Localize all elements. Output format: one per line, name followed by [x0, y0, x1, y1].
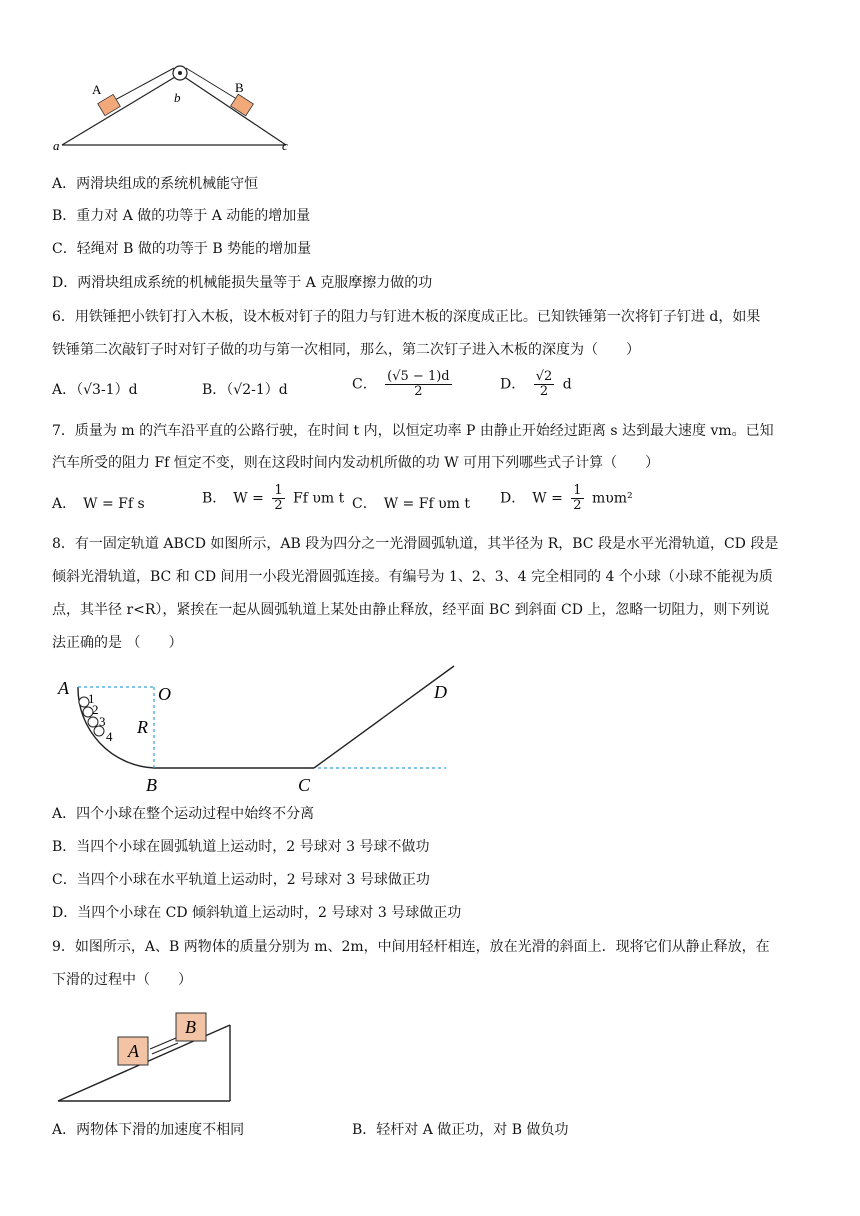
q5-option-a: A．两滑块组成的系统机械能守恒: [52, 176, 259, 192]
label-a: a: [53, 138, 60, 153]
q8-stem-line1: 8．有一固定轨道 ABCD 如图所示，AB 段为四分之一光滑圆弧轨道，其半径为 R，BC 段是水平光滑轨道，CD 段是: [52, 536, 779, 552]
q6-option-c-num: (√5 − 1)d: [387, 369, 450, 384]
q9-option-a: A．两物体下滑的加速度不相同: [52, 1122, 245, 1138]
q9-option-b: B．轻杆对 A 做正功，对 B 做负功: [352, 1122, 569, 1138]
q7-option-b-tail: Ff υm t: [293, 490, 345, 507]
q6-option-c: [352, 370, 456, 399]
q6-option-c-den: 2: [414, 384, 423, 399]
q6-option-c-label: C．: [352, 376, 377, 393]
figure-q9-incline: [50, 1005, 240, 1105]
label-D: D: [434, 682, 447, 702]
q6-option-b: B．（√2-1）d: [202, 382, 288, 398]
q6-option-d-den: 2: [539, 384, 549, 399]
q7-option-b-fraction: [272, 484, 284, 513]
q7-option-b-label: B． W =: [202, 490, 264, 507]
figure-q8-track: [50, 660, 460, 800]
q5-option-b: B．重力对 A 做的功等于 A 动能的增加量: [52, 208, 311, 224]
ball-label-3: 3: [99, 714, 106, 729]
q8-stem-line3: 点，其半径 r<R），紧挨在一起从圆弧轨道上某处由静止释放，经平面 BC 到斜面 CD 上，忽略一切阻力，则下列说: [52, 602, 770, 618]
q7-option-b: [202, 484, 344, 513]
ball-label-4: 4: [106, 729, 113, 744]
q8-stem-line2: 倾斜光滑轨道，BC 和 CD 间用一小段光滑圆弧连接。有编号为 1、2、3、4 完全相同的 4 个小球（小球不能视为质: [52, 569, 773, 585]
q7-option-b-den: 2: [274, 498, 283, 513]
q6-option-d-tail: d: [562, 376, 572, 393]
q6-option-d: [500, 370, 572, 399]
q7-option-d-tail: mυm²: [591, 490, 633, 507]
q7-option-a: A． W = Ff s: [52, 496, 145, 512]
q8-option-a: A．四个小球在整个运动过程中始终不分离: [52, 806, 315, 822]
label-A: A: [128, 1041, 139, 1061]
q7-option-b-num: 1: [274, 483, 283, 498]
q7-option-d: [500, 484, 633, 513]
label-B: B: [185, 1017, 196, 1037]
q7-stem-line1: 7．质量为 m 的汽车沿平直的公路行驶，在时间 t 内，以恒定功率 P 由静止开始经过距离 s 达到最大速度 vm。已知: [52, 423, 774, 439]
q6-stem-line1: 6．用铁锤把小铁钉打入木板，设木板对钉子的阻力与钉进木板的深度成正比。已知铁锤第一次将钉子钉进 d，如果: [52, 309, 761, 325]
label-b: b: [174, 90, 181, 105]
figure-q5-pulley: [50, 60, 300, 160]
q6-option-d-num: √2: [535, 369, 553, 384]
q5-option-c: C．轻绳对 B 做的功等于 B 势能的增加量: [52, 241, 312, 257]
q5-option-d: D．两滑块组成系统的机械能损失量等于 A 克服摩擦力做的功: [52, 275, 433, 291]
q8-stem-line4: 法正确的是 （ ）: [52, 635, 183, 651]
q6-option-d-fraction: [534, 370, 555, 399]
q6-option-d-label: D．: [500, 376, 526, 393]
label-C: C: [298, 775, 311, 795]
label-c: c: [282, 138, 288, 153]
q8-option-b: B．当四个小球在圆弧轨道上运动时，2 号球对 3 号球不做功: [52, 839, 430, 855]
q7-stem-line2: 汽车所受的阻力 Ff 恒定不变，则在这段时间内发动机所做的功 W 可用下列哪些式子计算（ ）: [52, 455, 660, 471]
q7-option-c: C． W = Ff υm t: [352, 496, 470, 512]
q7-option-d-label: D． W =: [500, 490, 563, 507]
label-R: R: [137, 717, 148, 737]
q6-stem-line2: 铁锤第二次敲钉子时对钉子做的功与第一次相同，那么，第二次钉子进入木板的深度为（ ）: [52, 342, 640, 358]
q7-option-d-fraction: [571, 484, 583, 513]
q7-option-d-den: 2: [573, 498, 582, 513]
q6-option-c-fraction: [385, 370, 451, 399]
q8-option-c: C．当四个小球在水平轨道上运动时，2 号球对 3 号球做正功: [52, 872, 430, 888]
ball-label-1: 1: [88, 691, 95, 706]
q6-option-a: A．（√3-1）d: [52, 382, 138, 398]
label-A: A: [58, 678, 69, 698]
label-B: B: [235, 80, 244, 95]
label-O: O: [158, 684, 171, 704]
q8-option-d: D．当四个小球在 CD 倾斜轨道上运动时，2 号球对 3 号球做正功: [52, 905, 462, 921]
q9-stem-line2: 下滑的过程中（ ）: [52, 972, 192, 988]
q7-option-d-num: 1: [573, 483, 582, 498]
q9-stem-line1: 9．如图所示，A、B 两物体的质量分别为 m、2m，中间用轻杆相连，放在光滑的斜面上．现将它们从静止释放，在: [52, 939, 770, 955]
label-A: A: [92, 82, 102, 97]
label-B: B: [146, 775, 157, 795]
ball-label-2: 2: [92, 702, 99, 717]
